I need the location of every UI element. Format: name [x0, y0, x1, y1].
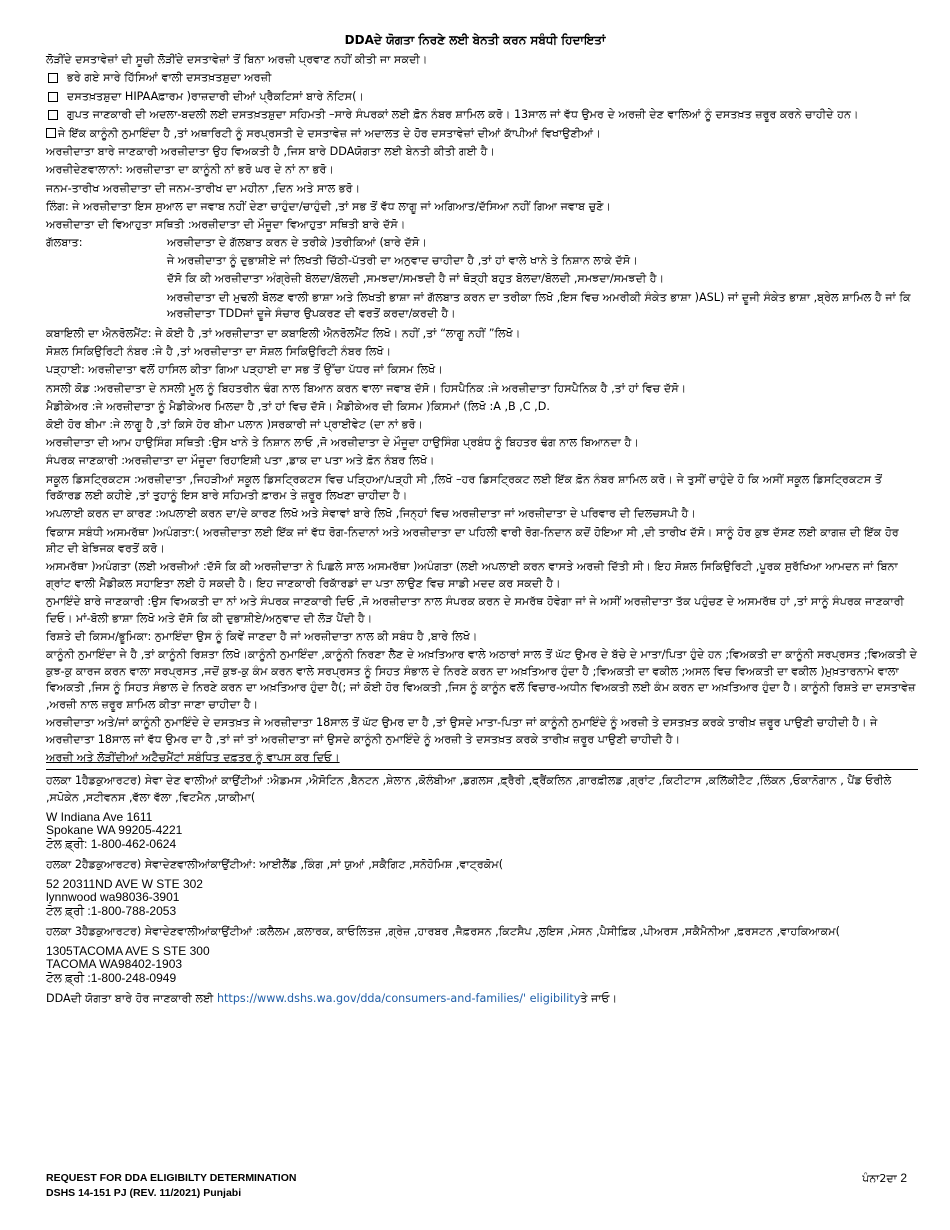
medicare-line: ਮੈਡੀਕੇਅਰ :ਜੇ ਅਰਜ਼ੀਦਾਤਾ ਨੂੰ ਮੈਡੀਕੇਅਰ ਮਿਲਦਾ ਹੈ ,ਤਾਂ ਹਾਂ ਵਿਚ ਦੱਸੋ। ਮੈਡੀਕੇਅਰ ਦੀ ਕਿਸਮ )ਕਿਸਮਾਂ (ਲਿਖੋ :A ,B ,C ,D. [46, 399, 550, 413]
region-3 [46, 924, 918, 985]
language-label: ਗੱਲਬਾਤ: [46, 236, 83, 250]
divider [46, 769, 918, 770]
language-items [167, 235, 918, 324]
address-line: 52 20311ND AVE W STE 302 [46, 876, 203, 891]
region-heading: ਹਲਕਾ 2ਹੈਡਕੁਆਰਟਰ) ਸੇਵਾਦੇਣਵਾਲੀਆਂਕਾਉਂਟੀਆਂ: ਆਈਲੈਂਡ ,ਕਿੰਗ ,ਸਾਂ ਯੁਆਂ ,ਸਕੈਗਿਟ ,ਸਨੋਹੋਮਿਸ਼ ,ਵਾਟ੍ਰਕੋਮ( [46, 858, 504, 872]
page-total: 2 [900, 1171, 907, 1185]
checklist-text: ਭਰੇ ਗਏ ਸਾਰੇ ਹਿੱਸਿਆਂ ਵਾਲੀ ਦਸਤਖ਼ਤਸ਼ੁਦਾ ਅਰਜ਼ੀ [67, 71, 272, 85]
address-line: 1305TACOMA AVE S STE 300 [46, 943, 210, 958]
instructions-body [46, 52, 918, 1009]
phone-line: ਟੋਲ ਫ਼੍ਰੀ: 1-800-462-0624 [46, 836, 177, 851]
more-info-suffix: ਤੇ ਜਾਓ। [580, 992, 618, 1006]
developmental-disability-line: ਵਿਕਾਸ ਸਬੰਧੀ ਅਸਮਰੱਥਾ )ਅਪੰਗਤਾ:( ਅਰਜ਼ੀਦਾਤਾ ਲਈ ਇੱਕ ਜਾਂ ਵੱਧ ਰੋਗ-ਨਿਦਾਨਾਂ ਅਤੇ ਅਰਜ਼ੀਦਾਤਾ ਦਾ ਪਹਿਲੀ ਵਾਰੀ ਰੋਗ-ਨਿਦਾਨ ਕਦੋਂ ਹੋਇਆ ਸੀ ,ਦੀ ਤਾਰੀਖ ਦੱਸੋ। ਸਾਨੂੰ ਹੋਰ ਕੁਝ ਦੱਸਣ ਲਈ ਕਾਗਜ਼ ਦੀ ਇੱਕ ਹੋਰ ਸ਼ੀਟ ਦੀ ਬੇਝਿਜਕ ਵਰਤੋਂ ਕਰੋ। [46, 525, 899, 556]
disability-applications-line: ਅਸਮਰੱਥਾ )ਅਪੰਗਤਾ (ਲਈ ਅਰਜ਼ੀਆਂ :ਦੱਸੋ ਕਿ ਕੀ ਅਰਜ਼ੀਦਾਤਾ ਨੇ ਪਿਛਲੇ ਸਾਲ ਅਸਮਰੱਥਾ )ਅਪੰਗਤਾ (ਲਈ ਅਪਲਾਈ ਕਰਨ ਵਾਸਤੇ ਅਰਜ਼ੀ ਦਿੱਤੀ ਸੀ। ਇਹ ਸੋਸ਼ਲ ਸਿਕਿਉਰਿਟੀ ,ਪੂਰਕ ਸੁਰੱਖਿਆ ਆਮਦਨ ਜਾਂ ਬਿਨਾ ਗ੍ਰਾਂਟ ਵਾਲੀ ਮੈਡੀਕਲ ਸਹਾਇਤਾ ਲਈ ਹੋ ਸਕਦੀ ਹੈ। ਇਹ ਜਾਣਕਾਰੀ ਰਿਕਾੱਰਡਾਂ ਦਾ ਪਤਾ ਲਾਉਣ ਵਿਚ ਸਾਡੀ ਮਦਦ ਕਰ ਸਕਦੀ ਹੈ। [46, 560, 898, 590]
applicant-name-line: ਅਰਜ਼ੀਦੇਣਵਾਲਾਨਾਂ: ਅਰਜ਼ੀਦਾਤਾ ਦਾ ਕਾਨੂੰਨੀ ਨਾਂ ਭਰੋ ਘਰ ਦੇ ਨਾਂ ਨਾ ਭਰੋ। [46, 163, 334, 177]
address-line: lynnwood wa98036-3901 [46, 890, 180, 905]
contact-info-line: ਸੰਪਰਕ ਜਾਣਕਾਰੀ :ਅਰਜ਼ੀਦਾਤਾ ਦਾ ਮੌਜੂਦਾ ਰਿਹਾਇਸ਼ੀ ਪਤਾ ,ਡਾਕ ਦਾ ਪਤਾ ਅਤੇ ਫ਼ੋਨ ਨੰਬਰ ਲਿਖੋ। [46, 454, 435, 468]
other-insurance-line: ਕੋਈ ਹੋਰ ਬੀਮਾ :ਜੇ ਲਾਗੂ ਹੈ ,ਤਾਂ ਕਿਸੇ ਹੋਰ ਬੀਮਾ ਪਲਾਨ )ਸਰਕਾਰੀ ਜਾਂ ਪ੍ਰਾਈਵੇਟ (ਦਾ ਨਾਂ ਭਰੋ। [46, 417, 424, 431]
signature-line: ਅਰਜ਼ੀਦਾਤਾ ਅਤੇ/ਜਾਂ ਕਾਨੂੰਨੀ ਨੁਮਾਇੰਦੇ ਦੇ ਦਸਤਖ਼ਤ ਜੇ ਅਰਜ਼ੀਦਾਤਾ 18ਸਾਲ ਤੋਂ ਘੱਟ ਉਮਰ ਦਾ ਹੈ ,ਤਾਂ ਉਸਦੇ ਮਾਤਾ-ਪਿਤਾ ਜਾਂ ਕਾਨੂੰਨੀ ਨੁਮਾਇੰਦੇ ਨੂੰ ਅਰਜ਼ੀ ਤੇ ਦਸਤਖ਼ਤ ਕਰਕੇ ਤਾਰੀਖ਼ ਜ਼ਰੂਰ ਪਾਉਣੀ ਚਾਹੀਦੀ ਹੈ। ਜੇ ਅਰਜ਼ੀਦਾਤਾ 18ਸਾਲ ਜਾਂ ਵੱਧ ਉਮਰ ਦਾ ਹੈ ,ਤਾਂ ਜਾਂ ਤਾਂ ਅਰਜ਼ੀਦਾਤਾ ਜਾਂ ਉਸਦੇ ਕਾਨੂੰਨੀ ਨੁਮਾਇੰਦੇ ਨੂੰ ਅਰਜ਼ੀ ਤੇ ਦਸਤਖ਼ਤ ਕਰਕੇ ਤਾਰੀਖ਼ ਜ਼ਰੂਰ ਪਾਉਣੀ ਚਾਹੀਦੀ ਹੈ। [46, 716, 878, 746]
gender-line: ਲਿੰਗ: ਜੇ ਅਰਜ਼ੀਦਾਤਾ ਇਸ ਸੁਆਲ ਦਾ ਜਵਾਬ ਨਹੀਂ ਦੇਣਾ ਚਾਹੁੰਦਾ/ਚਾਹੁੰਦੀ ,ਤਾਂ ਸਭ ਤੋਂ ਵੱਧ ਲਾਗੂ ਜਾਂ ਅਗਿਆਤ/ਦੱਸਿਆ ਨਹੀਂ ਗਿਆ ਜਵਾਬ ਚੁਣੋ। [46, 199, 612, 213]
race-code-line: ਨਸਲੀ ਕੋਡ :ਅਰਜ਼ੀਦਾਤਾ ਦੇ ਨਸਲੀ ਮੂਲ ਨੂੰ ਬਿਹਤਰੀਨ ਢੰਗ ਨਾਲ ਬਿਆਨ ਕਰਨ ਵਾਲਾ ਜਵਾਬ ਦੱਸੋ। ਹਿਸਪੈਨਿਕ :ਜੇ ਅਰਜ਼ੀਦਾਤਾ ਹਿਸਪੈਨਿਕ ਹੈ ,ਤਾਂ ਹਾਂ ਵਿਚ ਦੱਸੋ। [46, 381, 687, 395]
tribal-enrollment-line: ਕਬਾਇਲੀ ਦਾ ਐਨਰੋਲਮੈਂਟ: ਜੇ ਕੋਈ ਹੈ ,ਤਾਂ ਅਰਜ਼ੀਦਾਤਾ ਦਾ ਕਬਾਇਲੀ ਐਨਰੋਲਮੈਂਟ ਲਿਖੋ। ਨਹੀਂ ,ਤਾਂ “ਲਾਗੂ ਨਹੀਂ ”ਲਿਖੋ। [46, 327, 521, 341]
region-address [46, 811, 918, 852]
phone-line: ਟੋਲ ਫ਼੍ਰੀ :1-800-788-2053 [46, 903, 177, 918]
region-address [46, 945, 918, 986]
address-line: TACOMA WA98402-1903 [46, 957, 183, 972]
language-item: ਅਰਜ਼ੀਦਾਤਾ ਦੀ ਮੁਢਲੀ ਬੋਲਣ ਵਾਲੀ ਭਾਸ਼ਾ ਅਤੇ ਲਿਖਤੀ ਭਾਸ਼ਾ ਜਾਂ ਗੱਲਬਾਤ ਕਰਨ ਦਾ ਤਰੀਕਾ ਲਿਖੋ ,ਇਸ ਵਿਚ ਅਮਰੀਕੀ ਸੰਕੇਤ ਭਾਸ਼ਾ )ASL) ਜਾਂ ਦੂਜੀ ਸੰਕੇਤ ਭਾਸ਼ਾ ,ਬ੍ਰੇਲ ਸ਼ਾਮਿਲ ਹੈ ਜਾਂ ਕਿ ਅਰਜ਼ੀਦਾਤਾ TDDਜਾਂ ਦੂਜੇ ਸੰਚਾਰ ਉਪਕਰਣ ਦੀ ਵਰਤੋਂ ਕਰਦਾ/ਕਰਦੀ ਹੈ। [167, 290, 911, 321]
language-item: ਅਰਜ਼ੀਦਾਤਾ ਦੇ ਗੱਲਬਾਤ ਕਰਨ ਦੇ ਤਰੀਕੇ )ਤਰੀਕਿਆਂ (ਬਾਰੇ ਦੱਸੋ। [167, 236, 427, 250]
school-districts-line: ਸਕੂਲ ਡਿਸਟ੍ਰਿਕਟਸ :ਅਰਜ਼ੀਦਾਤਾ ,ਜਿਹੜੀਆਂ ਸਕੂਲ ਡਿਸਟ੍ਰਿਕਟਸ ਵਿਚ ਪੜ੍ਹਿਆ/ਪੜ੍ਹੀ ਸੀ ,ਲਿਖੋ –ਹਰ ਡਿਸਟ੍ਰਿਕਟ ਲਈ ਇੱਕ ਫ਼ੋਨ ਨੰਬਰ ਸ਼ਾਮਿਲ ਕਰੋ। ਜੇ ਤੁਸੀਂ ਚਾਹੁੰਦੇ ਹੋ ਕਿ ਅਸੀਂ ਸਕੂਲ ਡਿਸਟ੍ਰਿਕਟਸ ਤੋਂ ਰਿਕਾੱਰਡ ਲਈ ਕਹੀਏ ,ਤਾਂ ਤੁਹਾਨੂੰ ਇਸ ਬਾਰੇ ਸਹਿਮਤੀ ਫ਼ਾਰਮ ਤੇ ਜ਼ਰੂਰ ਲਿਖਣਾ ਚਾਹੀਦਾ ਹੈ। [46, 472, 882, 503]
checklist-item-application [46, 70, 918, 87]
checklist-text: ਗੁਪਤ ਜਾਣਕਾਰੀ ਦੀ ਅਦਲਾ-ਬਦਲੀ ਲਈ ਦਸਤਖ਼ਤਸ਼ੁਦਾ ਸਹਿਮਤੀ –ਸਾਰੇ ਸੰਪਰਕਾਂ ਲਈ ਫ਼ੋਨ ਨੰਬਰ ਸ਼ਾਮਿਲ ਕਰੋ। 13ਸਾਲ ਜਾਂ ਵੱਧ ਉਮਰ ਦੇ ਅਰਜ਼ੀ ਦੇਣ ਵਾਲਿਆਂ ਨੂੰ ਦਸਤਖ਼ਤ ਜ਼ਰੂਰ ਕਰਨੇ ਚਾਹੀਦੇ ਹਨ। [67, 108, 859, 122]
checklist-text: ਦਸਤਖ਼ਤਸ਼ੁਦਾ HIPAAਫ਼ਾਰਮ )ਰਾਜ਼ਦਾਰੀ ਦੀਆਂ ਪ੍ਰੈਕਟਿਸਾਂ ਬਾਰੇ ਨੋਟਿਸ(। [67, 89, 364, 103]
birthdate-line: ਜਨਮ-ਤਾਰੀਖ ਅਰਜ਼ੀਦਾਤਾ ਦੀ ਜਨਮ-ਤਾਰੀਖ ਦਾ ਮਹੀਨਾ ,ਦਿਨ ਅਤੇ ਸਾਲ ਭਰੋ। [46, 181, 361, 195]
checklist-item-consent [46, 107, 918, 124]
more-info-line [46, 991, 918, 1008]
address-line: Spokane WA 99205-4221 [46, 823, 183, 838]
region-heading: ਹਲਕਾ 1ਹੈਡਕੁਆਰਟਰ) ਸੇਵਾ ਦੇਣ ਵਾਲੀਆਂ ਕਾਉਂਟੀਆਂ :ਐਡਮਸ ,ਐਸੋਟਿਨ ,ਬੈਨਟਨ ,ਸ਼ੇਲਾਨ ,ਕੋਲੰਬੀਆ ,ਡਗਲਸ ,ਫ਼੍ਰੈਰੀ ,ਫ੍ਰੈਂਕਲਿਨ ,ਗਾਰਫ਼ੀਲਡ ,ਗ੍ਰਾਂਟ ,ਕਿਟੀਟਾਸ ,ਕਲਿੱਕੀਟੈਟ ,ਲਿੰਕਨ ,ਓਕਾਨੋਗਾਨ , ਪੈਂਡ ਓਰੀਲੇ ,ਸਪੋਕੇਨ ,ਸਟੀਵਨਸ ,ਵੱਲਾ ਵੱਲਾ ,ਵਿਟਮੈਨ ,ਯਾਕੀਮਾ( [46, 774, 892, 804]
eligibility-link[interactable]: https://www.dshs.wa.gov/dda/consumers-and-families/' eligibility [216, 992, 581, 1006]
checklist-item-hipaa [46, 89, 918, 106]
representative-info-line: ਨੁਮਾਇੰਦੇ ਬਾਰੇ ਜਾਣਕਾਰੀ :ਉਸ ਵਿਅਕਤੀ ਦਾ ਨਾਂ ਅਤੇ ਸੰਪਰਕ ਜਾਣਕਾਰੀ ਦਿਓ ,ਜੋ ਅਰਜ਼ੀਦਾਤਾ ਨਾਲ ਸੰਪਰਕ ਕਰਨ ਦੇ ਸਮਰੱਥ ਹੋਵੇਗਾ ਜਾਂ ਜੇ ਅਸੀਂ ਅਰਜ਼ੀਦਾਤਾ ਤੱਕ ਪਹੁੰਚਣ ਦੇ ਅਸਮਰੱਥ ਹਾਂ ,ਤਾਂ ਸਾਨੂੰ ਸੰਪਰਕ ਜਾਣਕਾਰੀ ਦਿਓ। ਮਾਂ-ਬੋਲੀ ਭਾਸ਼ਾ ਲਿਖੋ ਅਤੇ ਦੱਸੋ ਕਿ ਕੀ ਦੁਭਾਸ਼ੀਏ/ਅਨੁਵਾਦ ਦੀ ਲੋੜ ਪੈਂਦੀ ਹੈ। [46, 595, 905, 625]
legal-representative-definition: ਕਾਨੂੰਨੀ ਨੁਮਾਇੰਦਾ ਜੇ ਹੈ ,ਤਾਂ ਕਾਨੂੰਨੀ ਰਿਸ਼ਤਾ ਲਿਖੋ।ਕਾਨੂੰਨੀ ਨੁਮਾਇੰਦਾ ,ਕਾਨੂੰਨੀ ਨਿਰਣਾ ਲੈਣ ਦੇ ਅਖ਼ਤਿਆਰ ਵਾਲੇ ਅਠਾਰਾਂ ਸਾਲ ਤੋਂ ਘੱਟ ਉਮਰ ਦੇ ਬੱਚੇ ਦੇ ਮਾਤਾ/ਪਿਤਾ ਹੁੰਦੇ ਹਨ ;ਵਿਅਕਤੀ ਦਾ ਕਾਨੂੰਨੀ ਸਰਪ੍ਰਸਤ ;ਵਿਅਕਤੀ ਦੇ ਕੁਝ-ਕੁ ਕਾਰਜ ਕਰਨ ਵਾਲਾ ਸਰਪ੍ਰਸਤ ,ਜਦੋਂ ਕੁਝ-ਕੁ ਕੰਮ ਕਰਨ ਵਾਲੇ ਸਰਪ੍ਰਸਤ ਨੂੰ ਸਿਹਤ ਸੰਭਾਲ ਦੇ ਨਿਰਣੇ ਕਰਨ ਦਾ ਅਖ਼ਤਿਆਰ ਹੁੰਦਾ ਹੈ ;ਵਿਅਕਤੀ ਦਾ ਵਕੀਲ ;ਅਸਲ ਵਿਚ ਵਿਅਕਤੀ ਦਾ ਵਕੀਲ )ਮੁਖ਼ਤਾਰਨਾਮੇ ਵਾਲਾ ਵਿਅਕਤੀ ,ਜਿਸ ਨੂੰ ਸਿਹਤ ਸੰਭਾਲ ਦੇ ਨਿਰਣੇ ਕਰਨ ਦਾ ਅਖ਼ਤਿਆਰ ਹੁੰਦਾ ਹੈ(; ਜਾਂ ਕੋਈ ਹੋਰ ਵਿਅਕਤੀ ,ਜਿਸ ਨੂੰ ਕਾਨੂੰਨ ਵਲੋਂ ਵਿਚਾਰ-ਅਧੀਨ ਵਿਅਕਤੀ ਲਈ ਕੰਮ ਕਰਨ ਦਾ ਅਖ਼ਤਿਆਰ ਹੁੰਦਾ ਹੈ। ਕਾਨੂੰਨੀ ਰਿਸ਼ਤੇ ਦਾ ਦਸਤਾਵੇਜ਼ ,ਅਰਜ਼ੀ ਨਾਲ ਜ਼ਰੂਰ ਸ਼ਾਮਿਲ ਕੀਤਾ ਜਾਣਾ ਚਾਹੀਦਾ ਹੈ। [46, 648, 918, 711]
housing-line: ਅਰਜ਼ੀਦਾਤਾ ਦੀ ਆਮ ਹਾਉਸਿੰਗ ਸਥਿਤੀ :ਉਸ ਖਾਨੇ ਤੇ ਨਿਸ਼ਾਨ ਲਾਓ ,ਜੋ ਅਰਜ਼ੀਦਾਤਾ ਦੇ ਮੌਜੂਦਾ ਹਾਉਸਿੰਗ ਪ੍ਰਬੰਧ ਨੂੰ ਬਿਹਤਰ ਢੰਗ ਨਾਲ ਬਿਆਨਦਾ ਹੈ। [46, 436, 639, 450]
checkbox[interactable] [48, 110, 58, 120]
return-note: ਅਰਜ਼ੀ ਅਤੇ ਲੋੜੀਂਦੀਆਂ ਅਟੈਚਮੈਂਟਾਂ ਸਬੰਧਿਤ ਦਫ਼ਤਰ ਨੂੰ ਵਾਪਸ ਕਰ ਦਿਓ। [46, 750, 340, 764]
relationship-line: ਰਿਸ਼ਤੇ ਦੀ ਕਿਸਮ/ਭੂਮਿਕਾ: ਨੁਮਾਇੰਦਾ ਉਸ ਨੂੰ ਕਿਵੇਂ ਜਾਣਦਾ ਹੈ ਜਾਂ ਅਰਜ਼ੀਦਾਤਾ ਨਾਲ ਕੀ ਸਬੰਧ ਹੈ ,ਬਾਰੇ ਲਿਖੋ। [46, 629, 478, 643]
page-label: ਪੰਨਾ2ਦਾ [862, 1172, 897, 1185]
education-line: ਪੜ੍ਹਾਈ: ਅਰਜ਼ੀਦਾਤਾ ਵਲੋਂ ਹਾਸਿਲ ਕੀਤਾ ਗਿਆ ਪੜ੍ਹਾਈ ਦਾ ਸਭ ਤੋਂ ਉੱਚਾ ਪੱਧਰ ਜਾਂ ਕਿਸਮ ਲਿਖੋ। [46, 363, 443, 377]
line-text: ਜੇ ਇੱਕ ਕਾਨੂੰਨੀ ਨੁਮਾਇੰਦਾ ਹੈ ,ਤਾਂ ਅਥਾਰਿਟੀ ਨੂੰ ਸਰਪ੍ਰਸਤੀ ਦੇ ਦਸਤਾਵੇਜ਼ ਜਾਂ ਅਦਾਲਤ ਦੇ ਹੋਰ ਦਸਤਾਵੇਜ਼ਾਂ ਦੀਆਂ ਕਾੱਪੀਆਂ ਵਿਖਾਉਣੀਆਂ। [58, 126, 601, 140]
legal-representative-line [46, 126, 918, 143]
footer [46, 1171, 296, 1201]
form-number: DSHS 14-151 PJ (REV. 11/2021) Punjabi [46, 1187, 242, 1199]
intro-line: ਲੋੜੀਂਦੇ ਦਸਤਾਵੇਜ਼ਾਂ ਦੀ ਸੂਚੀ ਲੋੜੀਂਦੇ ਦਸਤਾਵੇਜ਼ਾਂ ਤੋਂ ਬਿਨਾ ਅਰਜ਼ੀ ਪ੍ਰਵਾਣ ਨਹੀਂ ਕੀਤੀ ਜਾ ਸਕਦੀ। [46, 53, 428, 66]
page-title: DDAਦੇ ਯੋਗਤਾ ਨਿਰਣੇ ਲਈ ਬੇਨਤੀ ਕਰਨ ਸਬੰਧੀ ਹਿਦਾਇਤਾਂ [344, 33, 606, 47]
page-number [862, 1171, 907, 1186]
region-1 [46, 773, 918, 851]
ssn-line: ਸੋਸ਼ਲ ਸਿਕਿਉਰਿਟੀ ਨੰਬਰ :ਜੇ ਹੈ ,ਤਾਂ ਅਰਜ਼ੀਦਾਤਾ ਦਾ ਸੋਸ਼ਲ ਸਿਕਿਉਰਿਟੀ ਨੰਬਰ ਲਿਖੋ। [46, 345, 392, 359]
region-address [46, 878, 918, 919]
language-item: ਜੇ ਅਰਜ਼ੀਦਾਤਾ ਨੂੰ ਦੁਭਾਸ਼ੀਏ ਜਾਂ ਲਿਖਤੀ ਚਿੱਠੀ-ਪੱਤਰੀ ਦਾ ਅਨੁਵਾਦ ਚਾਹੀਦਾ ਹੈ ,ਤਾਂ ਹਾਂ ਵਾਲੇ ਖਾਨੇ ਤੇ ਨਿਸ਼ਾਨ ਲਾਕੇ ਦੱਸੋ। [167, 254, 638, 268]
language-section [46, 235, 918, 324]
checkbox[interactable] [46, 128, 56, 138]
form-title: REQUEST FOR DDA ELIGIBILTY DETERMINATION [46, 1172, 297, 1184]
language-item: ਦੱਸੋ ਕਿ ਕੀ ਅਰਜ਼ੀਦਾਤਾ ਅੰਗ੍ਰੇਜ਼ੀ ਬੋਲਦਾ/ਬੋਲਦੀ ,ਸਮਝਦਾ/ਸਮਝਦੀ ਹੈ ਜਾਂ ਥੋੜ੍ਹੀ ਬਹੁਤ ਬੋਲਦਾ/ਬੋਲਦੀ ,ਸਮਝਦਾ/ਸਮਝਦੀ ਹੈ। [167, 272, 665, 286]
checkbox[interactable] [48, 73, 58, 83]
checkbox[interactable] [48, 92, 58, 102]
region-heading: ਹਲਕਾ 3ਹੈਡਕੁਆਰਟਰ) ਸੇਵਾਦੇਣਵਾਲੀਆਂਕਾਉਂਟੀਆਂ :ਕਲੈਲਮ ,ਕਲਾਰਕ, ਕਾਓਲਿਤਜ਼ ,ਗ੍ਰੇਜ਼ ,ਹਾਰਬਰ ,ਜੈਫ਼ਰਸਨ ,ਕਿਟਸੈਪ ,ਲੁਇਸ ,ਮੇਸਨ ,ਪੈਸੀਫ਼ਿਕ ,ਪੀਅਰਸ ,ਸਕੈਮੈਨੀਆ ,ਫ਼ਰਸਟਨ ,ਵਾਹਕਿਆਕਮ( [46, 925, 840, 939]
region-2 [46, 857, 918, 918]
reason-line: ਅਪਲਾਈ ਕਰਨ ਦਾ ਕਾਰਣ :ਅਪਲਾਈ ਕਰਨ ਦਾ/ਦੇ ਕਾਰਣ ਲਿਖੋ ਅਤੇ ਸੇਵਾਵਾਂ ਬਾਰੇ ਲਿਖੋ ,ਜਿਨ੍ਹਾਂ ਵਿਚ ਅਰਜ਼ੀਦਾਤਾ ਜਾਂ ਅਰਜ਼ੀਦਾਤਾ ਦੇ ਪਰਿਵਾਰ ਦੀ ਦਿਲਚਸਪੀ ਹੈ। [46, 507, 696, 521]
more-info-text: DDAਦੀ ਯੋਗਤਾ ਬਾਰੇ ਹੋਰ ਜਾਣਕਾਰੀ ਲਈ [46, 992, 214, 1006]
applicant-info-line: ਅਰਜ਼ੀਦਾਤਾ ਬਾਰੇ ਜਾਣਕਾਰੀ ਅਰਜ਼ੀਦਾਤਾ ਉਹ ਵਿਅਕਤੀ ਹੈ ,ਜਿਸ ਬਾਰੇ DDAਯੋਗਤਾ ਲਈ ਬੇਨਤੀ ਕੀਤੀ ਗਈ ਹੈ। [46, 145, 496, 159]
phone-line: ਟੋਲ ਫ਼੍ਰੀ :1-800-248-0949 [46, 970, 177, 985]
address-line: W Indiana Ave 1611 [46, 809, 153, 824]
marital-status-line: ਅਰਜ਼ੀਦਾਤਾ ਦੀ ਵਿਆਹੁਤਾ ਸਥਿਤੀ :ਅਰਜ਼ੀਦਾਤਾ ਦੀ ਮੌਜੂਦਾ ਵਿਆਹੁਤਾ ਸਥਿਤੀ ਬਾਰੇ ਦੱਸੋ। [46, 217, 406, 231]
